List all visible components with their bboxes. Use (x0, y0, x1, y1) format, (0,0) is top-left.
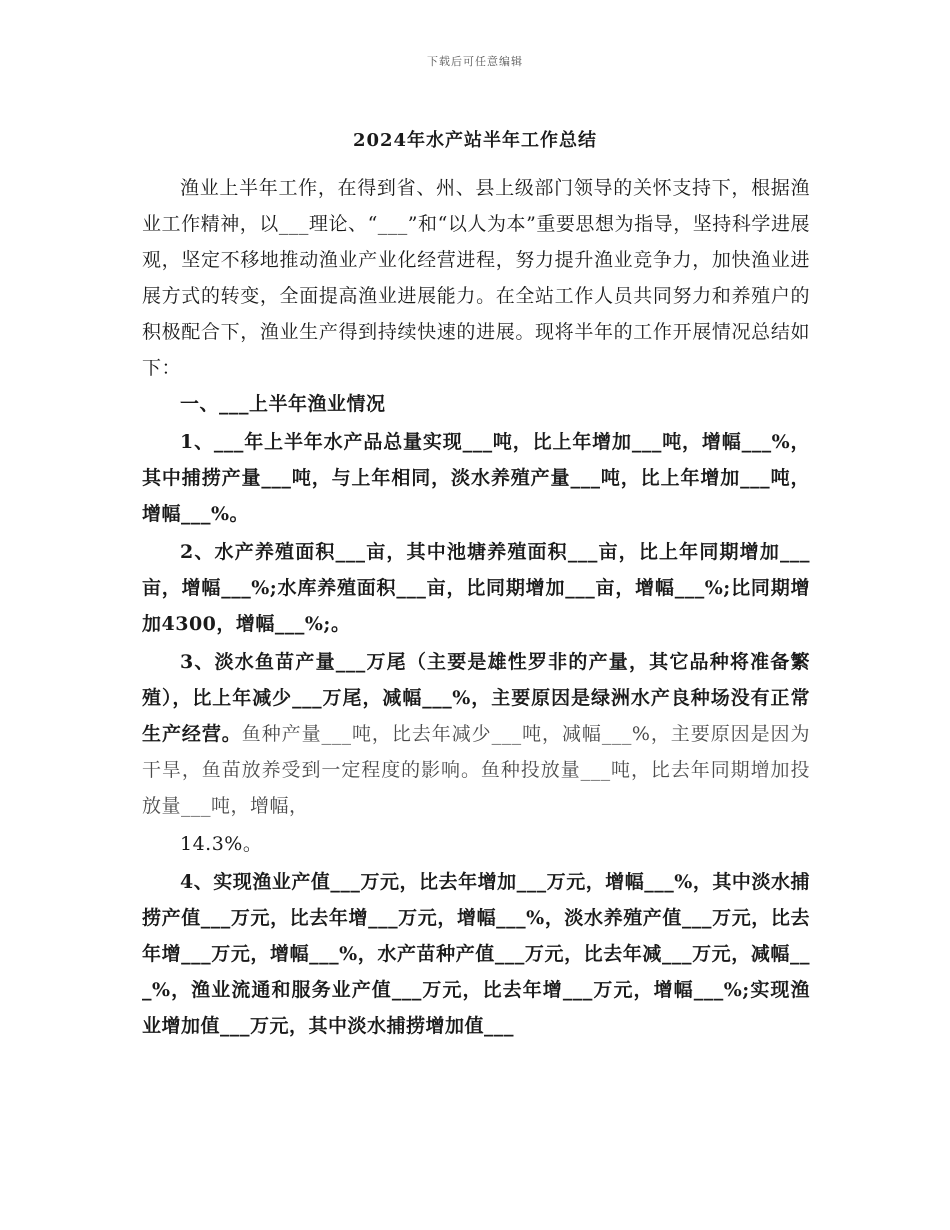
header-note: 下载后可任意编辑 (427, 55, 523, 68)
item-3-tail: 14.3%。 (180, 833, 263, 855)
document-body (142, 170, 810, 1044)
item-3-light-text: 鱼种产量___吨，比去年减少___吨，减幅___%，主要原因是因为干旱，鱼苗放养受到一定程度的影响。鱼种投放量___吨，比去年同期增加投放量___吨，增幅， (142, 723, 810, 817)
item-3-paragraph (142, 644, 810, 824)
item-2-paragraph: 2、水产养殖面积___亩，其中池塘养殖面积___亩，比上年同期增加___亩，增幅___%;水库养殖面积___亩，比同期增加___亩，增幅___%;比同期增加4300，增幅___%;。 (142, 541, 810, 635)
document-title: 2024年水产站半年工作总结 (352, 130, 598, 151)
item-4-paragraph: 4、实现渔业产值___万元，比去年增加___万元，增幅___%，其中淡水捕捞产值___万元，比去年增___万元，增幅___%，淡水养殖产值___万元，比去年增___万元，增幅___%，水产苗种产值___万元，比去年减___万元，减幅___%，渔业流通和服务业产值___万元，比去年增___万元，增幅___%;实现渔业增加值___万元，其中淡水捕捞增加值___ (142, 871, 810, 1037)
item-3-bold-text: 3、淡水鱼苗产量___万尾（主要是雄性罗非的产量，其它品种将准备繁殖），比上年减少___万尾，减幅___%，主要原因是绿洲水产良种场没有正常生产经营。 (142, 651, 810, 745)
intro-paragraph: 渔业上半年工作，在得到省、州、县上级部门领导的关怀支持下，根据渔业工作精神，以___理论、“___”和“以人为本”重要思想为指导，坚持科学进展观，坚定不移地推动渔业产业化经营进程，努力提升渔业竞争力，加快渔业进展方式的转变，全面提高渔业进展能力。在全站工作人员共同努力和养殖户的积极配合下，渔业生产得到持续快速的进展。现将半年的工作开展情况总结如下： (142, 177, 810, 379)
item-1-paragraph: 1、___年上半年水产品总量实现___吨，比上年增加___吨，增幅___%，其中捕捞产量___吨，与上年相同，淡水养殖产量___吨，比上年增加___吨，增幅___%。 (142, 431, 810, 525)
section-heading: 一、___上半年渔业情况 (180, 393, 386, 415)
